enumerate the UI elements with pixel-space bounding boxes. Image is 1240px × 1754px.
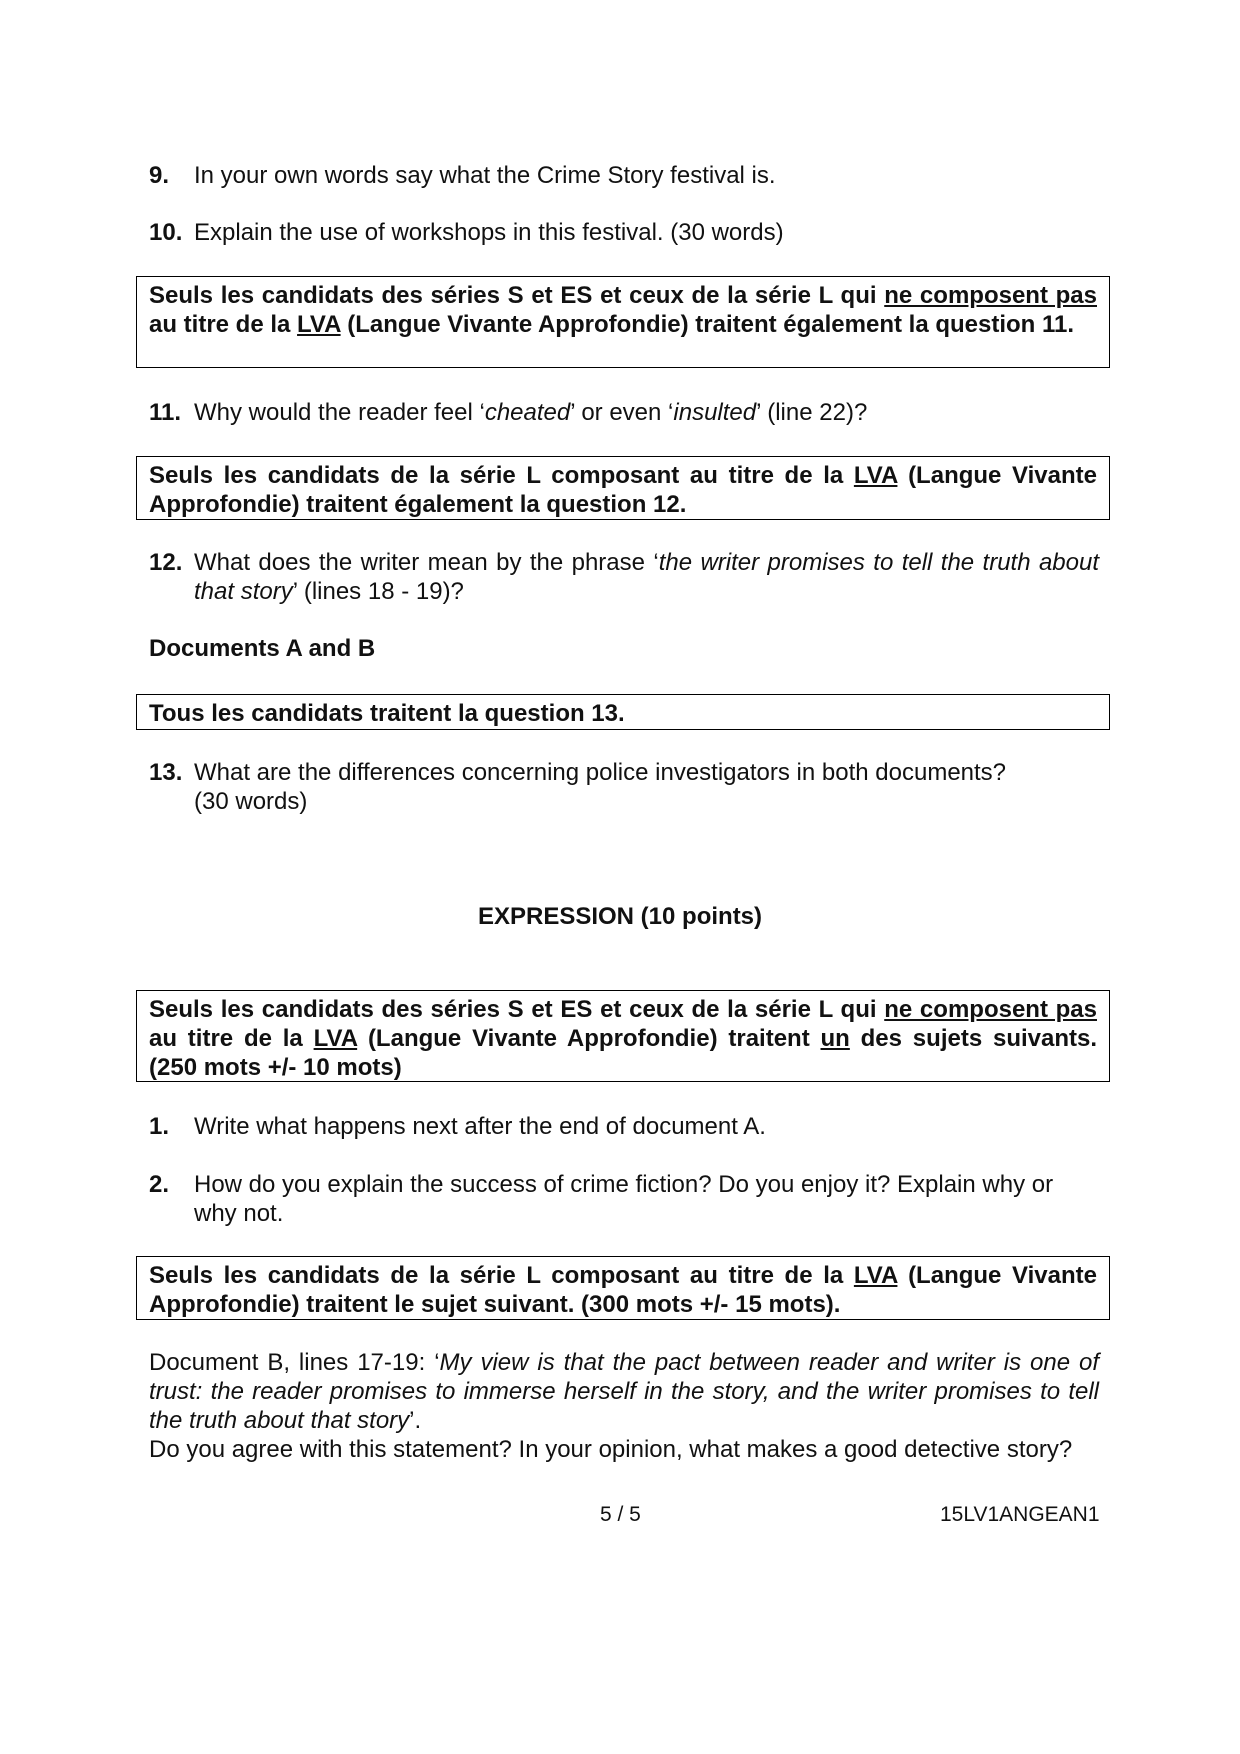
question-text-part: ’ (lines 18 - 19)?	[292, 578, 464, 605]
instruction-underline: ne composent pas	[884, 282, 1097, 309]
question-11	[149, 398, 1099, 427]
section-heading: Documents A and B	[149, 635, 376, 662]
instruction-text: Seuls les candidats de la série L composant au titre de la	[149, 1262, 854, 1289]
instruction-text: (Langue Vivante Approfondie) traitent également la question 11.	[340, 311, 1075, 338]
instruction-underline: LVA	[297, 311, 341, 338]
question-text: In your own words say what the Crime Story festival is.	[194, 162, 776, 189]
document-code: 15LV1ANGEAN1	[940, 1503, 1100, 1526]
instruction-text: au titre de la	[149, 1025, 314, 1052]
question-text	[194, 398, 1099, 427]
page-number: 5 / 5	[600, 1503, 641, 1526]
question-text-part: Why would the reader feel ‘	[194, 399, 485, 426]
question-text	[194, 548, 1099, 606]
question-text-part: ’ or even ‘	[570, 399, 674, 426]
question-text: What are the differences concerning police investigators in both documents?	[194, 759, 1007, 786]
lva-subject-text: Document B, lines 17-19: ‘	[149, 1349, 440, 1376]
instruction-underline: LVA	[313, 1025, 358, 1052]
question-12	[149, 548, 1099, 606]
quoted-phrase: the writer promises to tell the truth about that story	[194, 549, 1100, 605]
question-9	[149, 161, 1099, 190]
question-number: 11.	[149, 399, 182, 426]
instruction-text: Seuls les candidats des séries S et ES et ceux de la série L qui	[149, 996, 885, 1023]
subject-number: 2.	[149, 1171, 170, 1198]
instruction-underline: LVA	[853, 1262, 898, 1289]
instruction-text: (Langue Vivante Approfondie) traitent également la question 12.	[149, 462, 1097, 518]
subject-1	[149, 1112, 1099, 1141]
subject-text: How do you explain the success of crime fiction? Do you enjoy it? Explain why or why not.	[194, 1171, 1054, 1227]
question-number: 13.	[149, 759, 183, 786]
instruction-text: au titre de la	[149, 311, 298, 338]
quoted-word: cheated	[484, 399, 571, 426]
question-number: 9.	[149, 162, 170, 189]
lva-question: Do you agree with this statement? In your opinion, what makes a good detective story?	[149, 1436, 1073, 1463]
quoted-word: insulted	[673, 399, 757, 426]
question-13	[149, 758, 1099, 816]
lva-subject-text: ’.	[409, 1407, 422, 1434]
question-text: (30 words)	[194, 788, 308, 815]
instruction-underline: ne composent pas	[884, 996, 1097, 1023]
instruction-text: Tous les candidats traitent la question 13.	[149, 700, 625, 727]
subject-number: 1.	[149, 1113, 170, 1140]
instruction-text: Seuls les candidats de la série L composant au titre de la	[149, 462, 854, 489]
instruction-underline: LVA	[853, 462, 898, 489]
instruction-box-lva	[136, 1256, 1110, 1320]
instruction-underline: un	[820, 1025, 850, 1052]
subject-text: Write what happens next after the end of document A.	[194, 1113, 766, 1140]
question-text: Explain the use of workshops in this festival. (30 words)	[194, 219, 784, 246]
instruction-text: (Langue Vivante Approfondie) traitent le sujet suivant. (300 mots +/- 15 mots).	[149, 1262, 1097, 1318]
instruction-text: (Langue Vivante Approfondie) traitent	[357, 1025, 821, 1052]
question-number: 10.	[149, 219, 183, 246]
expression-title: EXPRESSION (10 points)	[477, 903, 763, 930]
instruction-text: Seuls les candidats des séries S et ES et ceux de la série L qui	[149, 282, 885, 309]
instruction-box-expression	[136, 990, 1110, 1082]
question-number: 12.	[149, 549, 183, 576]
subject-2	[149, 1170, 1099, 1228]
question-text-part: What does the writer mean by the phrase ‘	[194, 549, 659, 576]
question-10	[149, 218, 1099, 247]
instruction-text: des sujets suivants. (250 mots +/- 10 mots)	[149, 1025, 1098, 1081]
quoted-statement: My view is that the pact between reader and writer is one of trust: the reader promises to immerse herself in the story, and the writer promises to tell the truth about that story	[149, 1349, 1099, 1434]
instruction-box-q13	[136, 694, 1110, 730]
question-text-part: ’ (line 22)?	[756, 399, 868, 426]
instruction-box-q12	[136, 456, 1110, 520]
lva-subject	[149, 1348, 1099, 1435]
instruction-box-q11	[136, 276, 1110, 368]
